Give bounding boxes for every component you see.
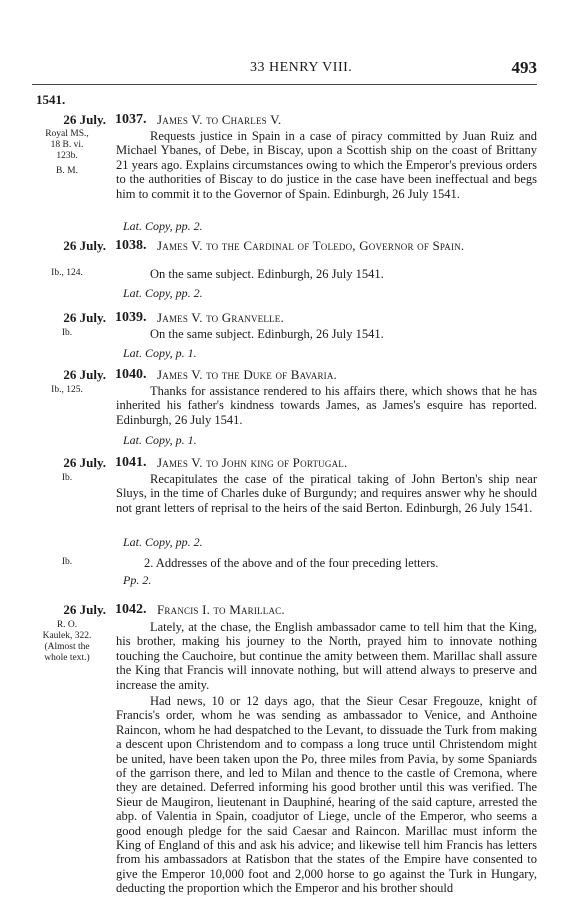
source-note: Ib., 125. <box>51 385 83 395</box>
entry-date: 26 July. <box>63 310 106 325</box>
entry-summary: Requests justice in Spain in a case of piracy committed by Juan Ruiz and Michael Ybanes, of Debe, in Biscay, upon a Scottish ship on the coast of Brittany 21 years ago. Explains circumstances owing to which the Emperor's previous orders to the authorities of Biscay to do justice in the case have been ineffectual and begs him to commit it to the Governor of Spain. Edinburgh, 26 July 1541. <box>116 129 537 201</box>
entry-date: 26 July. <box>63 602 106 617</box>
entry-format-note: Lat. Copy, p. 1. <box>123 433 197 447</box>
entry-summary: Thanks for assistance rendered to his affairs there, which shows that he has inherited his father's kindness towards James, as James's esquire has reported. Edinburgh, 26 July 1541. <box>116 384 537 427</box>
entry-number: 1042. <box>115 602 147 617</box>
year-heading: 1541. <box>36 92 66 107</box>
header-rule <box>32 84 537 85</box>
page-number: 493 <box>511 58 537 77</box>
entry-format-note: Lat. Copy, p. 1. <box>123 346 197 360</box>
entry-format-note: Lat. Copy, pp. 2. <box>123 219 203 233</box>
running-head: 33 HENRY VIII. <box>250 60 353 75</box>
entry-title: James V. to Charles V. <box>157 112 282 127</box>
entry-summary: 2. Addresses of the above and of the four preceding letters. <box>144 556 439 570</box>
source-note: Ib. <box>61 473 73 483</box>
entry-title: James V. to the Duke of Bavaria. <box>157 367 338 382</box>
entry-date: 26 July. <box>63 367 106 382</box>
entry-summary-continued: Had news, 10 or 12 days ago, that the Sieur Cesar Fregouze, knight of Francis's order, whom he was sending as ambassador to Venice, and Anthoine Raincon, whom he had despatched to the Levant, to dissuade the Turk from making a descent upon Christendom and to compass a long truce until Christendom might be united, have been taken upon the Po, three miles from Pavia, by some Spaniards of the garrison there, and led to Milan and thence to the castle of Cremona, where they are detained. Deferred informing his good brother until this was verified. The Sieur de Maugiron, lieutenant in Dauphiné, hearing of the said capture, arrested the abp. of Valentia in Spain, coadjutor of Liege, uncle of the Emperor, who seems a good enough pledge for the said Caesar and Raincon. Marillac must inform the King of England of this and ask his advice; and likewise tell him Francis has letters from his ambassadors at Ratisbon that the states of the Empire have consented to give the Emperor 10,000 foot and 2,000 horse to go against the Turk in Hungary, deducting the proportion which the Emperor and his brother should <box>116 694 537 896</box>
source-note: R. O. Kaulek, 322. (Almost the whole text.) <box>42 620 92 663</box>
entry-format-note: Pp. 2. <box>123 573 152 587</box>
source-note: Ib. <box>61 328 73 338</box>
entry-summary: Lately, at the chase, the English ambassador came to tell him that the King, his brother, making his journey to the North, prayed him to innovate nothing touching the Cauchoire, but continue the amity between them. Marillac shall assure the King that Francis will innovate nothing, but will attend always to preserve and increase the amity. <box>116 620 537 692</box>
entry-number: 1037. <box>115 112 147 127</box>
entry-number: 1039. <box>115 310 147 325</box>
entry-summary: On the same subject. Edinburgh, 26 July 1541. <box>150 327 384 341</box>
entry-number: 1041. <box>115 455 147 470</box>
entry-title: James V. to the Cardinal of Toledo, Governor of Spain. <box>157 238 465 253</box>
entry-format-note: Lat. Copy, pp. 2. <box>123 535 203 549</box>
entry-title: Francis I. to Marillac. <box>157 602 285 617</box>
entry-date: 26 July. <box>63 238 106 253</box>
source-note: Royal MS., 18 B. vi. 123b. B. M. <box>45 129 89 176</box>
entry-date: 26 July. <box>63 112 106 127</box>
entry-title: James V. to John king of Portugal. <box>157 455 348 470</box>
entry-number: 1040. <box>115 367 147 382</box>
source-note: Ib. <box>61 557 73 567</box>
entry-summary: On the same subject. Edinburgh, 26 July 1541. <box>150 267 384 281</box>
source-note: Ib., 124. <box>51 268 83 278</box>
entry-format-note: Lat. Copy, pp. 2. <box>123 286 203 300</box>
entry-title: James V. to Granvelle. <box>157 310 284 325</box>
page-header <box>0 58 567 82</box>
entry-summary: Recapitulates the case of the piratical taking of John Berton's ship near Sluys, in the time of Charles duke of Burgundy; and requires answer why he should not grant letters of reprisal to the heirs of the said Berton. Edinburgh, 26 July 1541. <box>116 472 537 515</box>
entry-number: 1038. <box>115 238 147 253</box>
entry-date: 26 July. <box>63 455 106 470</box>
